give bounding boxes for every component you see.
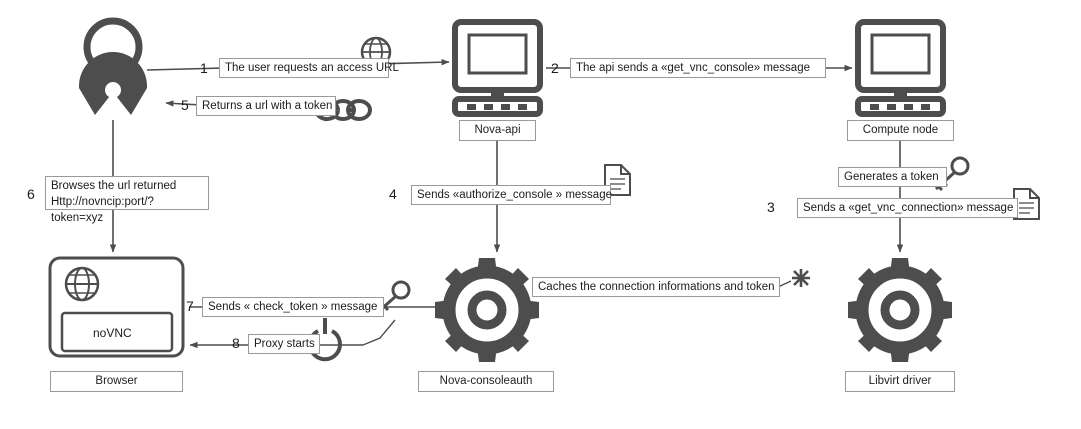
globe-icon-browser xyxy=(66,268,98,300)
actor-icon xyxy=(79,21,147,115)
monitor-icon-compute-node xyxy=(858,22,943,114)
step-number-4: 4 xyxy=(389,186,397,202)
annotation-generates-token: Generates a token xyxy=(838,167,947,187)
message-3: Sends a «get_vnc_connection» message xyxy=(797,198,1018,218)
node-label-nova-api: Nova-api xyxy=(459,120,536,141)
node-label-libvirt-driver: Libvirt driver xyxy=(845,371,955,392)
step-number-3: 3 xyxy=(767,199,775,215)
step-number-7: 7 xyxy=(186,298,194,314)
annotation-caches-connection: Caches the connection informations and token xyxy=(532,277,780,297)
message-1: The user requests an access URL xyxy=(219,58,389,78)
node-label-nova-consoleauth: Nova-consoleauth xyxy=(418,371,554,392)
message-8: Proxy starts xyxy=(248,334,320,354)
step-number-8: 8 xyxy=(232,335,240,351)
message-5: Returns a url with a token xyxy=(196,96,336,116)
node-label-compute-node: Compute node xyxy=(847,120,954,141)
step-number-5: 5 xyxy=(181,97,189,113)
message-2: The api sends a «get_vnc_console» message xyxy=(570,58,826,78)
gear-icon-libvirt-driver xyxy=(848,258,952,362)
novnc-label: noVNC xyxy=(93,326,132,340)
message-4: Sends «authorize_console » message xyxy=(411,185,611,205)
step-number-6: 6 xyxy=(27,186,35,202)
monitor-icon-nova-api xyxy=(455,22,540,114)
browser-window xyxy=(50,258,183,356)
message-6: Browses the url returned Http://novncip:port/?token=xyz xyxy=(45,176,209,210)
node-label-browser: Browser xyxy=(50,371,183,392)
message-7: Sends « check_token » message xyxy=(202,297,384,317)
edge-8-leader xyxy=(363,320,395,345)
step-number-1: 1 xyxy=(200,60,208,76)
sparkle-icon-caches xyxy=(792,269,810,287)
gear-icon-nova-consoleauth xyxy=(435,258,539,362)
step-number-2: 2 xyxy=(551,60,559,76)
